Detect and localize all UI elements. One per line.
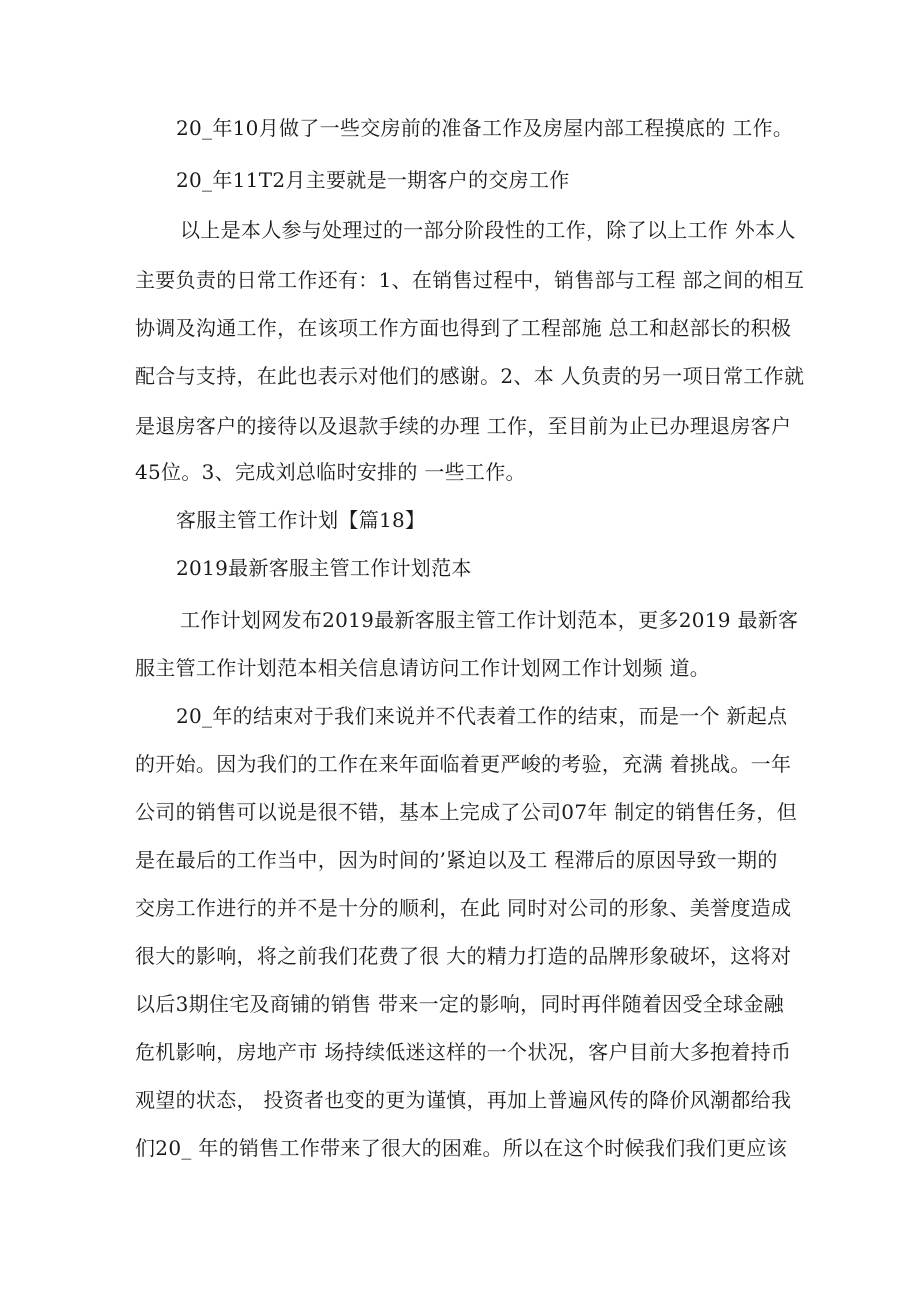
paragraph-line: 主要负责的日常工作还有：1、在销售过程中，销售部与工程 部之间的相互 xyxy=(135,268,805,292)
paragraph-line: 很大的影响，将之前我们花费了很 大的精力打造的品牌形象破坏，这将对 xyxy=(135,944,792,968)
paragraph-line: 20_年11T2月主要就是一期客户的交房工作 xyxy=(176,168,570,192)
paragraph-line: 20_年10月做了一些交房前的准备工作及房屋内部工程摸底的 工作。 xyxy=(176,116,794,140)
paragraph-line: 是退房客户的接待以及退款手续的办理 工作，至目前为止已办理退房客户 xyxy=(135,414,792,438)
document-title: 2019最新客服主管工作计划范本 xyxy=(176,556,472,580)
paragraph-line: 以后3期住宅及商铺的销售 带来一定的影响，同时再伴随着因受全球金融 xyxy=(135,992,784,1016)
paragraph-line: 交房工作进行的并不是十分的顺利，在此 同时对公司的形象、美誉度造成 xyxy=(135,896,792,920)
paragraph-line: 危机影响，房地产市 场持续低迷这样的一个状况，客户目前大多抱着持币 xyxy=(135,1040,792,1064)
paragraph-line: 工作计划网发布2019最新客服主管工作计划范本，更多2019 最新客 xyxy=(180,608,799,632)
paragraph-line: 服主管工作计划范本相关信息请访问工作计划网工作计划频 道。 xyxy=(135,656,711,680)
paragraph-line: 以上是本人参与处理过的一部分阶段性的工作，除了以上工作 外本人 xyxy=(180,218,796,242)
paragraph-line: 们20_ 年的销售工作带来了很大的困难。所以在这个时候我们我们更应该 xyxy=(135,1136,788,1160)
paragraph-line: 是在最后的工作当中，因为时间的’紧迫以及工 程滞后的原因导致一期的 xyxy=(135,848,778,872)
paragraph-line: 的开始。因为我们的工作在来年面临着更严峻的考验，充满 着挑战。一年 xyxy=(135,752,792,776)
paragraph-line: 配合与支持，在此也表示对他们的感谢。2、本 人负责的另一项日常工作就 xyxy=(135,364,805,388)
paragraph-line: 45位。3、完成刘总临时安排的 一些工作。 xyxy=(135,460,526,484)
paragraph-line: 协调及沟通工作，在该项工作方面也得到了工程部施 总工和赵部长的积极 xyxy=(135,316,792,340)
paragraph-line: 公司的销售可以说是很不错，基本上完成了公司07年 制定的销售任务，但 xyxy=(135,800,798,824)
paragraph-line: 20_年的结束对于我们来说并不代表着工作的结束，而是一个 新起点 xyxy=(176,704,788,728)
section-heading: 客服主管工作计划【篇18】 xyxy=(176,508,426,532)
paragraph-line: 观望的状态， 投资者也变的更为谨慎，再加上普遍风传的降价风潮都给我 xyxy=(135,1088,792,1112)
